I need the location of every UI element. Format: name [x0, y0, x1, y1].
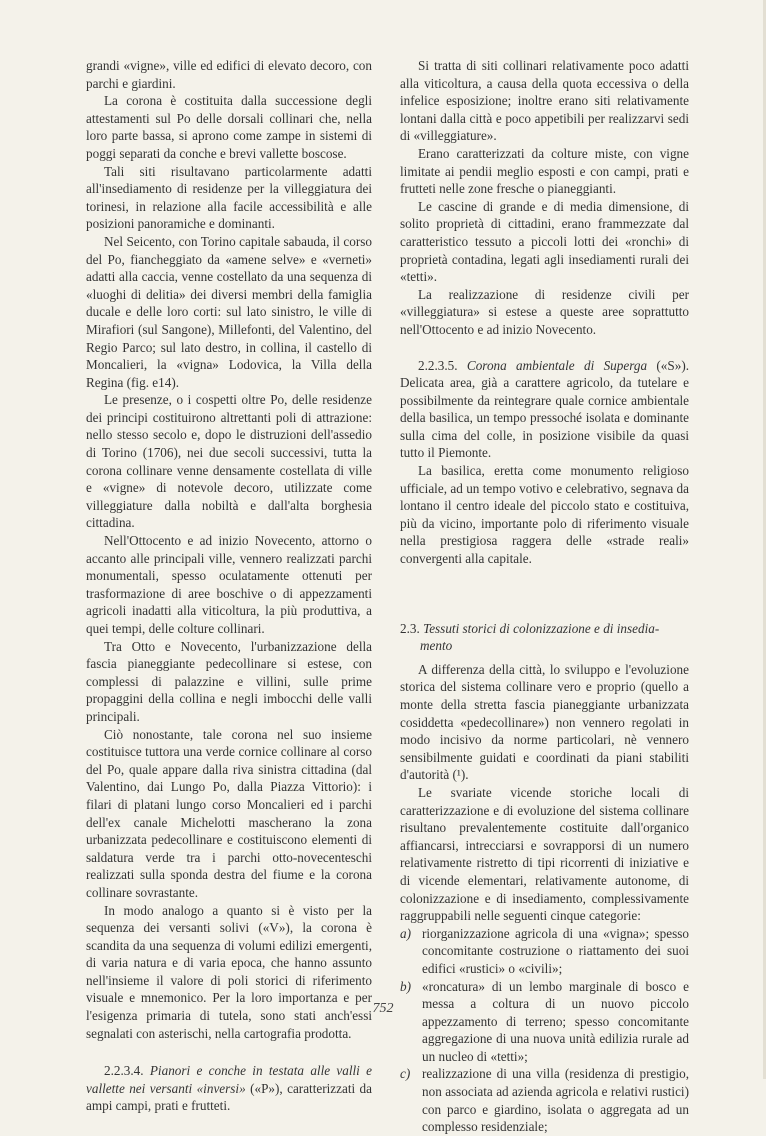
list-item-label: b) [400, 978, 411, 994]
section-title: Tessuti storici di colonizzazione e di insedia- [423, 620, 660, 636]
list-item [400, 978, 689, 1066]
spacer [86, 1042, 372, 1062]
paragraph: Tra Otto e Novecento, l'urbanizzazione della fascia pianeggiante pedecollinare si estese, con complessi di palazzine e villini, sulle prime propaggini della collina e negli imbocchi delle valli principali. [86, 638, 372, 724]
paragraph: Le presenze, o i cospetti oltre Po, delle residenze dei principi costituirono altrettanti poli di attrazione: nello stesso secolo e, dopo le distruzioni dell'assedio di Torino (1706), nei due secoli successivi, tutta la corona collinare venne densamente costellata di ville e «vigne» di notevole decoro, utilizzate come villeggiature dalla nobiltà e dall'alta borghesia cittadina. [86, 392, 372, 531]
section-number: 2.2.3.5. [418, 357, 458, 373]
paragraph: Le svariate vicende storiche locali di caratterizzazione e di evoluzione del sistema collinare risultano prevalentemente costituite dall'organico affiancarsi, intrecciarsi e sovrapporsi di un numero relativamente ristretto di tipi ricorrenti di iniziative e di vicende elementari, relativamente autonome, di colonizzazione e di insediamento, complessivamente raggruppabili nelle seguenti cinque categorie: [400, 784, 689, 924]
paragraph: grandi «vigne», ville ed edifici di elevato decoro, con parchi e giardini. [86, 58, 372, 91]
spacer [400, 568, 689, 620]
paragraph: Ciò nonostante, tale corona nel suo insieme costituisce tuttora una verde cornice collinare al corso del Po, quale appare dalla riva sinistra cittadina (dal Valentino, dai Lungo Po, dalla Piazza Vittorio): i filari di platani lungo corso Moncalieri ed i parchi dell'ex canale Michelotti mascherano la zona urbanizzata pedecollinare e costituiscono elementi di saldatura verde tra i parchi otto-novecenteschi realizzati sulla sponda destra del fiume e la corona collinare sovrastante. [86, 726, 372, 900]
paragraph: Nel Seicento, con Torino capitale sabauda, il corso del Po, fiancheggiato da «amene selve» e «verneti» adatti alla caccia, venne costellato da una sequenza di «luoghi di delitia» dei diversi membri della famiglia ducale e delle loro corti: sul lato sinistro, le ville di Mirafiori (sul Sangone), Millefonti, del Valentino, del Regio Parco; sul lato destro, in collina, il castello di Moncalieri, la «vigna» Lodovica, la Villa della Regina (fig. e14). [86, 233, 372, 390]
paragraph: Si tratta di siti collinari relativamente poco adatti alla viticoltura, a causa della quota eccessiva o della infelice esposizione; inoltre erano siti relativamente lontani dalla città e poco appetibili per realizzarvi sedi di «villeggiature». [400, 58, 689, 144]
list-item-text: «roncatura» di un lembo marginale di bosco e messa a coltura di un nuovo piccolo appezzamento di terreno; spesso concomitante aggregazione di una nuova unità edilizia rurale ad un nucleo di «tetti»; [422, 978, 689, 1064]
section-2-2-3-4 [86, 1062, 372, 1115]
section-title-continued: mento [420, 638, 453, 654]
paragraph: Le cascine di grande e di media dimensione, di solito proprietà di cittadini, erano frammezzate dal caratteristico tessuto a piccoli lotti dei «ronchi» di proprietà contadina, legati agli insediamenti rurali dei «tetti». [400, 198, 689, 285]
paragraph: La basilica, eretta come monumento religioso ufficiale, ad un tempo votivo e celebrativo, segnava da lontano il centro ideale del piccolo stato e costituiva, più da vicino, importante polo di riferimento visuale nella prestigiosa raggera delle «strade reali» convergenti alla capitale. [400, 463, 689, 567]
section-number: 2.3. [400, 620, 420, 636]
list-item-label: a) [400, 925, 411, 941]
page-number: 752 [372, 1001, 394, 1016]
paragraph: A differenza della città, lo sviluppo e l'evoluzione storica del sistema collinare vero e proprio (quello a monte della stretta fascia pianeggiante urbanizzata cosiddetta «pedecollinare») non vennero regolati in modo incisivo da norme particolari, nè vennero sensibilmente guidati e coordinati da piani stabiliti d'autorità (¹). [400, 661, 689, 783]
spacer [400, 339, 689, 357]
list-item-text: realizzazione di una villa (residenza di prestigio, non associata ad azienda agricola e relativi rustici) con parco e giardino, isolata o aggregata ad un complesso residenziale; [422, 1066, 689, 1135]
section-text: («P»), caratterizzati da ampi campi, prati e frutteti. [86, 1080, 373, 1114]
section-2-2-3-5 [400, 357, 689, 463]
right-column [400, 57, 689, 1136]
list-item [400, 925, 689, 978]
left-column [86, 57, 372, 1115]
section-number: 2.2.3.4. [104, 1063, 144, 1079]
paragraph: La corona è costituita dalla successione degli attestamenti sul Po delle dorsali collinari che, nella loro parte bassa, si aprono come zampe in sistemi di poggi separati da conche e brevi vallette boscose. [86, 93, 372, 161]
paragraph: Nell'Ottocento e ad inizio Novecento, attorno o accanto alle principali ville, vennero realizzati parchi monumentali, spesso oculatamente ottenuti per trasformazione di aree boschive o di appezzamenti agricoli inadatti alla viticoltura, la più produttiva, a quei tempi, delle colture collinari. [86, 533, 372, 636]
list-item [400, 1065, 689, 1135]
section-2-3-heading [400, 620, 689, 655]
paragraph: Erano caratterizzati da colture miste, con vigne limitate ai pendii meglio esposti e con campi, prati e frutteti nelle zone fresche o pianeggianti. [400, 145, 689, 197]
list-item-text: riorganizzazione agricola di una «vigna»; spesso concomitante costruzione o riattamento dei suoi edifici «rustici» o «civili»; [422, 925, 689, 976]
section-title: Pianori e conche in testata alle valli e vallette nei versanti «inversi» [86, 1063, 373, 1096]
list-item-label: c) [400, 1066, 411, 1082]
section-text: («S»). Delicata area, già a carattere agricolo, da tutelare e possibilmente da reintegrare quale cornice ambientale della basilica, un tempo pressoché isolata e dominante sulla cima del colle, in posizione visibile da quasi tutto il Piemonte. [400, 357, 690, 461]
paragraph: In modo analogo a quanto si è visto per la sequenza dei versanti solivi («V»), la corona è scandita da una sequenza di volumi edilizi emergenti, di varia natura e di varia epoca, che hanno assunto nell'insieme il valore di poli storici di riferimento visuale e mnemonico. Per la loro importanza e per l'esigenza primaria di tutela, sono stati anch'essi segnalati con asterischi, nella cartografia prodotta. [86, 902, 372, 1041]
paragraph: Tali siti risultavano particolarmente adatti all'insediamento di residenze per la villeggiatura dei torinesi, in relazione alla facile accessibilità e alle posizioni panoramiche e dominanti. [86, 163, 372, 232]
section-title: Corona ambientale di Superga [466, 357, 648, 373]
paragraph: La realizzazione di residenze civili per «villeggiatura» si estese a queste aree soprattutto nell'Ottocento e ad inizio Novecento. [400, 286, 689, 337]
